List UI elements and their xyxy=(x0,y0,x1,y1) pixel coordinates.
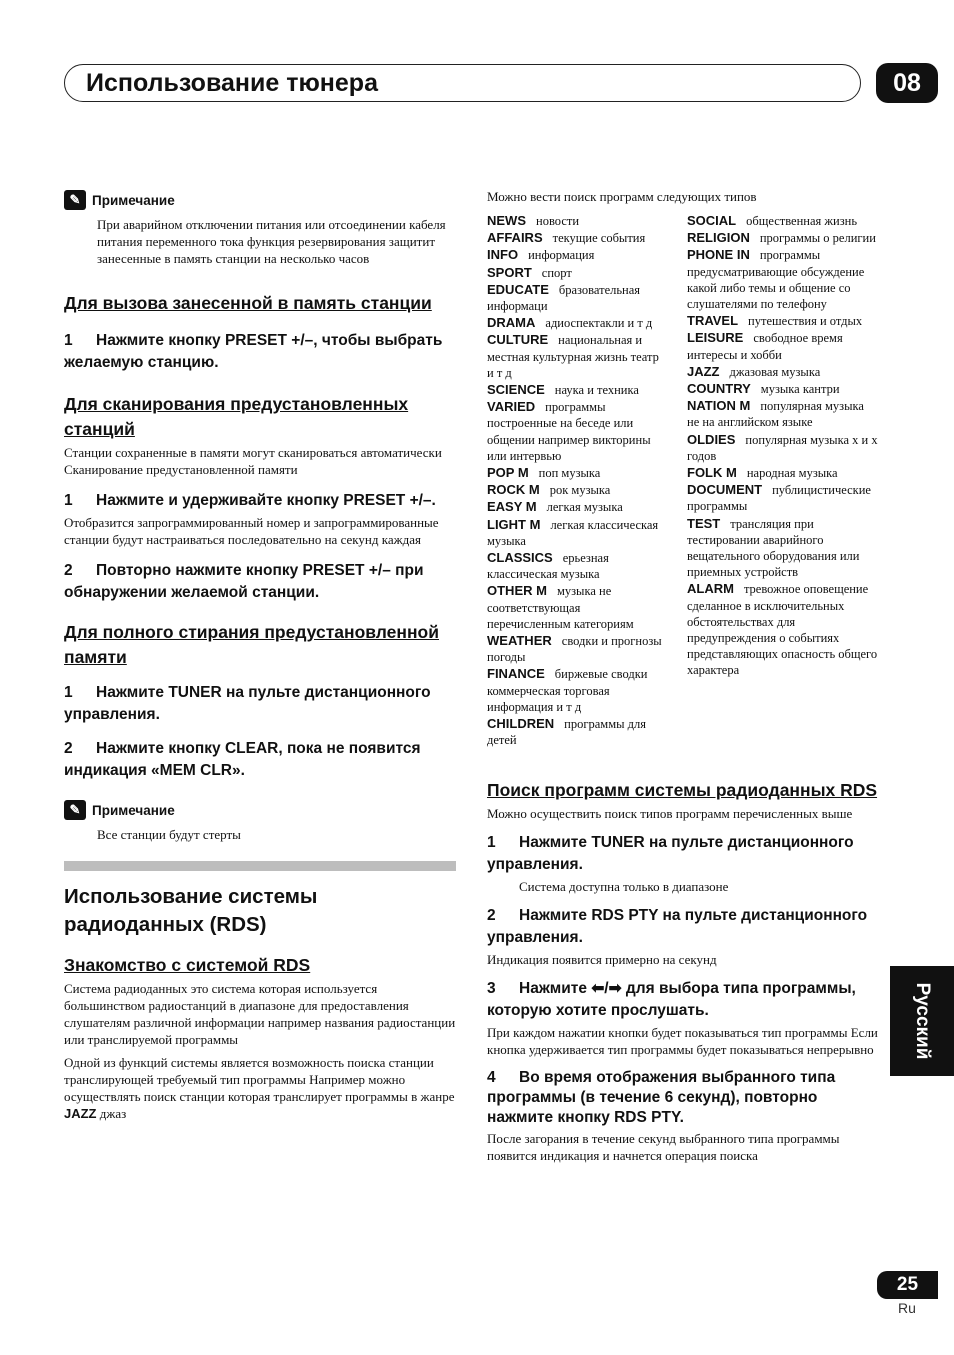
pty-code: RELIGION xyxy=(687,230,750,246)
pty-description: сводки и прогнозы погоды xyxy=(487,634,662,665)
pty-description: публицистические программы xyxy=(687,483,871,514)
step-text: Нажмите TUNER на пульте дистанционного управления. xyxy=(64,684,431,723)
rds-paragraph-1: Система радиоданных это система которая используется большинством радиостанций в диапазоне для предоставления слушателям различной информации например названия радиостанции или транслируемой программы xyxy=(64,981,456,1047)
pty-item xyxy=(487,465,667,481)
scan-intro: Станции сохраненные в памяти могут сканироваться автоматически Сканирование предустановленной памяти xyxy=(64,445,442,477)
pty-description: программы построенные на беседе или общении например викторины или интервью xyxy=(487,400,651,463)
search-step-1 xyxy=(487,832,879,876)
step-number: 1 xyxy=(487,833,496,851)
note-label: Примечание xyxy=(92,192,175,208)
pty-description: программы о религии xyxy=(759,231,876,246)
pty-description: текущие события xyxy=(552,231,646,246)
pty-description: спорт xyxy=(541,265,572,280)
section-divider xyxy=(64,861,456,871)
pty-code: AFFAIRS xyxy=(487,230,543,246)
step-text: Нажмите TUNER на пульте дистанционного управления. xyxy=(487,833,854,873)
step-text: Нажмите кнопку CLEAR, пока не появится индикация «MEM CLR». xyxy=(64,740,421,779)
search-step-2 xyxy=(487,905,879,949)
pty-description: свободное время интересы и хобби xyxy=(687,331,843,362)
left-column xyxy=(64,190,456,1122)
pty-description: рок музыка xyxy=(549,483,611,498)
step-text: Нажмите ⬅/➡ для выбора типа программы, которую хотите прослушать. xyxy=(487,979,856,1019)
pty-code: ROCK M xyxy=(487,482,540,498)
pty-item xyxy=(487,282,667,314)
pty-description: трансляция при тестировании аварийного вещательного оборудования или приемных устройств xyxy=(687,516,860,580)
step-text: Нажмите и удерживайте кнопку PRESET +/–. xyxy=(96,492,436,509)
pty-item xyxy=(487,550,667,582)
search-step-2-text: Индикация появится примерно на секунд xyxy=(487,951,717,967)
pty-code: FOLK M xyxy=(687,465,737,481)
search-step-3 xyxy=(487,978,879,1022)
pty-description: музыка не соответствующая перечисленным категориям xyxy=(487,584,634,631)
pty-code: SCIENCE xyxy=(487,382,545,398)
pty-item xyxy=(687,465,879,481)
step-text: Нажмите кнопку PRESET +/–, чтобы выбрать желаемую станцию. xyxy=(64,332,443,371)
pty-description: популярная музыка не на английском языке xyxy=(687,399,864,430)
pty-search-heading: Поиск программ системы радиоданных RDS xyxy=(487,779,878,800)
erase-step-2 xyxy=(64,738,456,782)
pty-item xyxy=(687,398,879,430)
note-heading-2 xyxy=(64,800,456,820)
note-heading xyxy=(64,190,456,210)
pty-item xyxy=(487,482,667,498)
pty-code: EASY M xyxy=(487,499,537,515)
pty-item xyxy=(487,382,667,398)
pty-item xyxy=(487,230,667,246)
pty-item xyxy=(487,332,667,381)
pty-description: программы предусматривающие обсуждение какой либо темы и общение со слушателями по телефону xyxy=(687,248,865,312)
pty-description: биржевые сводки коммерческая торговая информация и т д xyxy=(487,667,648,714)
right-column xyxy=(487,188,879,1164)
pty-description: ерьезная классическая музыка xyxy=(487,551,609,582)
language-tab-label: Русский xyxy=(912,982,933,1060)
pty-intro: Можно вести поиск программ следующих типов xyxy=(487,189,757,204)
erase-step-1 xyxy=(64,682,456,726)
pty-list-right xyxy=(687,213,879,750)
pty-item xyxy=(687,313,879,329)
pty-description: народная музыка xyxy=(746,466,838,481)
note-label: Примечание xyxy=(92,802,175,818)
scan-step-1-text: Отобразится запрограммированный номер и запрограммированные станции будут настраиваться последовательно на секунд каждая xyxy=(64,515,439,547)
pty-code: NEWS xyxy=(487,213,526,228)
note-text-2: Все станции будут стерты xyxy=(97,827,241,842)
step-number: 2 xyxy=(64,562,73,579)
pty-list xyxy=(487,213,879,750)
pty-code: EDUCATE xyxy=(487,281,549,297)
pty-description: легкая классическая музыка xyxy=(487,517,659,548)
pty-code: INFO xyxy=(487,247,519,263)
pty-code: JAZZ xyxy=(64,1106,97,1121)
pty-description: популярная музыка х и х годов xyxy=(687,432,878,463)
step-number: 1 xyxy=(64,332,73,349)
pty-code: ALARM xyxy=(687,581,734,597)
pty-item xyxy=(487,399,667,464)
step-number: 1 xyxy=(64,684,73,701)
pty-search-intro: Можно осуществить поиск типов программ перечисленных выше xyxy=(487,805,853,821)
pty-code: CLASSICS xyxy=(487,550,553,566)
scan-step-2 xyxy=(64,560,456,604)
pty-item xyxy=(487,666,667,715)
pty-item xyxy=(687,432,879,464)
search-step-4-text: После загорания в течение секунд выбранного типа программы появится индикация и начнется операция поиска xyxy=(487,1130,840,1163)
pty-description: джазовая музыка xyxy=(729,364,821,379)
pty-code: CULTURE xyxy=(487,332,549,348)
pty-code: FINANCE xyxy=(487,666,545,682)
step-text: Во время отображения выбранного типа программы (в течение 6 секунд), повторно нажмите кнопку RDS PTY. xyxy=(487,1068,836,1126)
pty-description: поп музыка xyxy=(538,466,601,481)
page-number: 25 xyxy=(877,1271,938,1299)
pty-item xyxy=(487,633,667,665)
pty-code: PHONE IN xyxy=(687,247,750,263)
pty-item xyxy=(487,583,667,632)
pty-description: информация xyxy=(528,248,595,263)
pencil-icon: ✎ xyxy=(64,800,86,820)
pty-code: SPORT xyxy=(487,264,532,280)
pty-code: OTHER M xyxy=(487,583,547,599)
pty-item xyxy=(687,364,879,380)
step-number: 1 xyxy=(64,492,73,509)
pty-description: бразовательная информаци xyxy=(487,282,641,314)
pty-code: SOCIAL xyxy=(687,213,737,228)
rds-paragraph-2-text: Одной из функций системы является возможность поиска станции транслирующей требуемый тип программы Например можно осуществлять поиск станции которая транслирует программы в жанре xyxy=(64,1055,455,1104)
rds-intro-heading: Знакомство с системой RDS xyxy=(64,955,311,975)
note-text: При аварийном отключении питания или отсоединении кабеля питания переменного тока функция резервирования защитит занесенные в память станции на несколько часов xyxy=(97,217,446,266)
step-number: 4 xyxy=(487,1068,496,1086)
recall-step-1 xyxy=(64,330,456,374)
pty-item xyxy=(487,265,667,281)
pty-code: NATION M xyxy=(687,398,751,414)
pty-description: общественная жизнь xyxy=(746,214,858,228)
pty-code: DRAMA xyxy=(487,315,536,331)
step-number: 2 xyxy=(64,740,73,757)
pty-item xyxy=(687,581,879,678)
recall-heading: Для вызова занесенной в память станции xyxy=(64,293,432,313)
page-language: Ru xyxy=(898,1300,916,1316)
pty-code: WEATHER xyxy=(487,633,552,649)
pty-code: TRAVEL xyxy=(687,313,739,329)
pty-item xyxy=(687,381,879,397)
language-tab xyxy=(890,966,954,1076)
pty-description: национальная и местная культурная жизнь театр и т д xyxy=(487,333,659,380)
step-text: Нажмите RDS PTY на пульте дистанционного управления. xyxy=(487,906,868,946)
scan-step-1 xyxy=(64,490,456,512)
pty-item xyxy=(487,499,667,515)
pty-code: LIGHT M xyxy=(487,516,541,532)
pty-item xyxy=(687,213,879,229)
step-number: 3 xyxy=(487,979,496,997)
pty-code: LEISURE xyxy=(687,330,744,346)
pencil-icon: ✎ xyxy=(64,190,86,210)
search-step-3-text: При каждом нажатии кнопки будет показываться тип программы Если кнопка удерживается тип программы будет показываться непрерывно xyxy=(487,1024,878,1057)
pty-item xyxy=(487,213,667,229)
pty-item xyxy=(687,247,879,312)
pty-code: JAZZ xyxy=(687,363,720,379)
pty-item xyxy=(687,482,879,514)
pty-item xyxy=(687,516,879,581)
pty-item xyxy=(487,716,667,748)
pty-description: музыка кантри xyxy=(760,382,840,397)
scan-heading: Для сканирования предустановленных станций xyxy=(64,394,409,439)
pty-item xyxy=(487,517,667,549)
pty-description: путешествия и отдых xyxy=(748,314,863,329)
pty-item xyxy=(687,330,879,362)
chapter-badge: 08 xyxy=(876,63,938,103)
pty-code: VARIED xyxy=(487,399,536,415)
erase-heading: Для полного стирания предустановленной памяти xyxy=(64,622,439,667)
rds-section-title: Использование системы радиоданных (RDS) xyxy=(64,885,318,936)
pty-description: наука и техника xyxy=(554,383,639,398)
pty-description: тревожное оповещение сделанное в исключительных обстоятельствах для предупреждения о событиях представляющих опасность общего характера xyxy=(687,582,878,678)
pty-code: POP M xyxy=(487,465,529,481)
pty-code: CHILDREN xyxy=(487,716,555,732)
search-step-4 xyxy=(487,1068,879,1128)
step-text: Повторно нажмите кнопку PRESET +/– при обнаружении желаемой станции. xyxy=(64,562,424,601)
pty-description: программы для детей xyxy=(487,717,646,748)
pty-description: новости xyxy=(536,214,580,228)
pty-code: COUNTRY xyxy=(687,381,751,397)
pty-description: адиоспектакли и т д xyxy=(545,316,653,331)
pty-code: OLDIES xyxy=(687,431,736,447)
pty-item xyxy=(487,315,667,331)
pty-item xyxy=(687,230,879,246)
pty-description: легкая музыка xyxy=(546,500,623,515)
pty-item xyxy=(487,247,667,263)
rds-paragraph-2 xyxy=(64,1054,456,1122)
pty-code: TEST xyxy=(687,515,721,531)
pty-list-left xyxy=(487,213,667,750)
rds-paragraph-2-end: джаз xyxy=(96,1106,127,1121)
page-title: Использование тюнера xyxy=(86,69,378,97)
pty-code: DOCUMENT xyxy=(687,482,763,498)
search-step-1-text: Система доступна только в диапазоне xyxy=(519,878,729,894)
step-number: 2 xyxy=(487,906,496,924)
